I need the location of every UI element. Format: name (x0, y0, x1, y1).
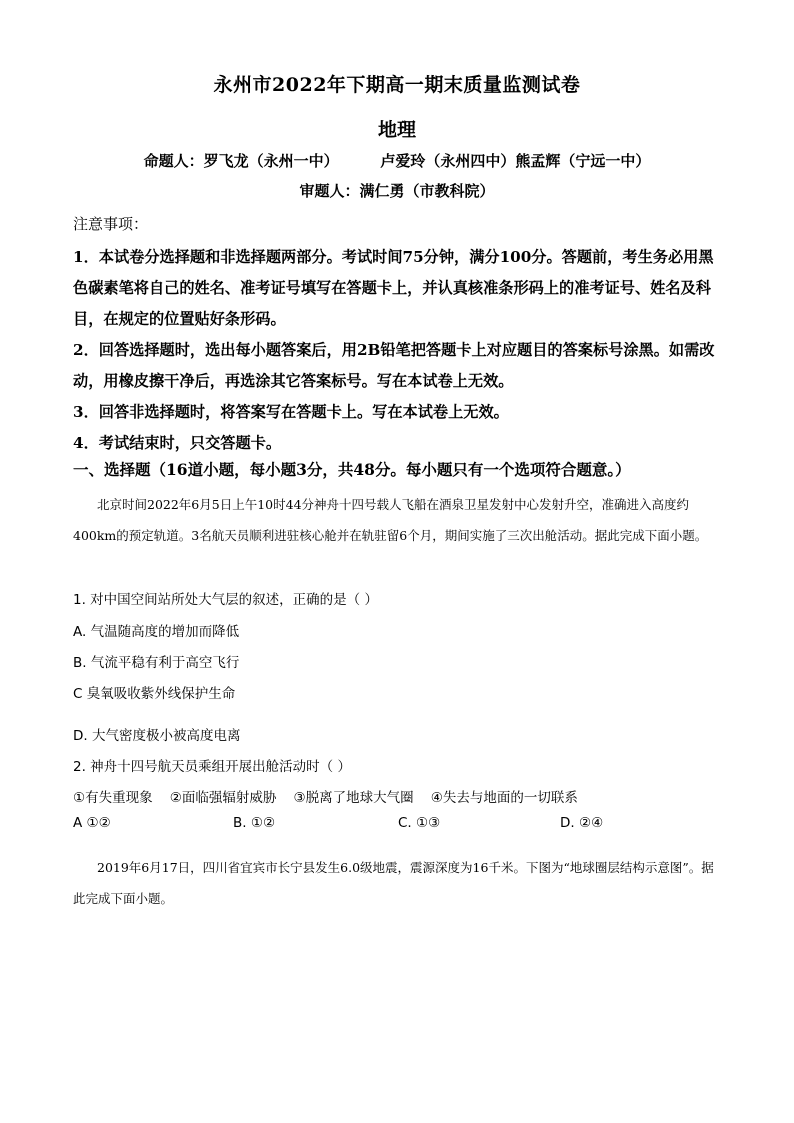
note-item: 1．本试卷分选择题和非选择题两部分。考试时间75分钟，满分100分。答题前，考生务必用黑色碳素笔将自己的姓名、准考证号填写在答题卡上，并认真核准条形码上的准考证号、姓名及科目，在规定的位置贴好条形码。 (73, 248, 714, 328)
note-item: 2．回答选择题时，选出每小题答案后，用2B铅笔把答题卡上对应题目的答案标号涂黑。如需改动，用橡皮擦干净后，再选涂其它答案标号。写在本试卷上无效。 (73, 341, 715, 390)
notes-heading: 注意事项： (73, 215, 149, 233)
reviewer-line: 审题人：满仁勇（市教科院） (299, 182, 495, 200)
subject-title: 地理 (377, 119, 416, 141)
question-1-option-a: A. 气温随高度的增加而降低 (73, 624, 240, 640)
question-2-option-a: A ①② (73, 815, 111, 831)
question-2-option-d: D. ②④ (560, 815, 604, 831)
passage-2: 2019年6月17日，四川省宜宾市长宁县发生6.0级地震，震源深度为16千米。下图为“地球圈层结构示意图”。据此完成下面小题。 (73, 860, 714, 906)
question-1-option-b: B. 气流平稳有利于高空飞行 (73, 655, 240, 671)
exam-title: 永州市2022年下期高一期末质量监测试卷 (213, 74, 581, 96)
note-item: 3．回答非选择题时，将答案写在答题卡上。写在本试卷上无效。 (73, 403, 509, 421)
passage-1: 北京时间2022年6月5日上午10时44分神舟十四号载人飞船在酒泉卫星发射中心发射升空，准确进入高度约400km的预定轨道。3名航天员顺利进驻核心舱并在轨驻留6个月，期间实施了三次出舱活动。据此完成下面小题。 (73, 497, 708, 543)
question-1-stem: 1. 对中国空间站所处大气层的叙述，正确的是（ ） (73, 592, 378, 608)
notes-list (73, 242, 723, 459)
question-2-option-c: C. ①③ (398, 815, 441, 831)
authors-line: 命题人：罗飞龙（永州一中） 卢爱玲（永州四中）熊孟辉（宁远一中） (143, 152, 651, 170)
question-1-option-d: D. 大气密度极小被高度电离 (73, 728, 241, 744)
section-title: 一、选择题（16道小题，每小题3分，共48分。每小题只有一个选项符合题意。） (73, 460, 631, 479)
question-2-option-b: B. ①② (233, 815, 276, 831)
question-1-option-c: C 臭氧吸收紫外线保护生命 (73, 686, 236, 702)
note-item: 4．考试结束时，只交答题卡。 (73, 434, 282, 452)
question-2-items: ①有失重现象 ②面临强辐射威胁 ③脱离了地球大气圈 ④失去与地面的一切联系 (73, 790, 578, 806)
question-2-stem: 2. 神舟十四号航天员乘组开展出舱活动时（ ） (73, 759, 351, 775)
